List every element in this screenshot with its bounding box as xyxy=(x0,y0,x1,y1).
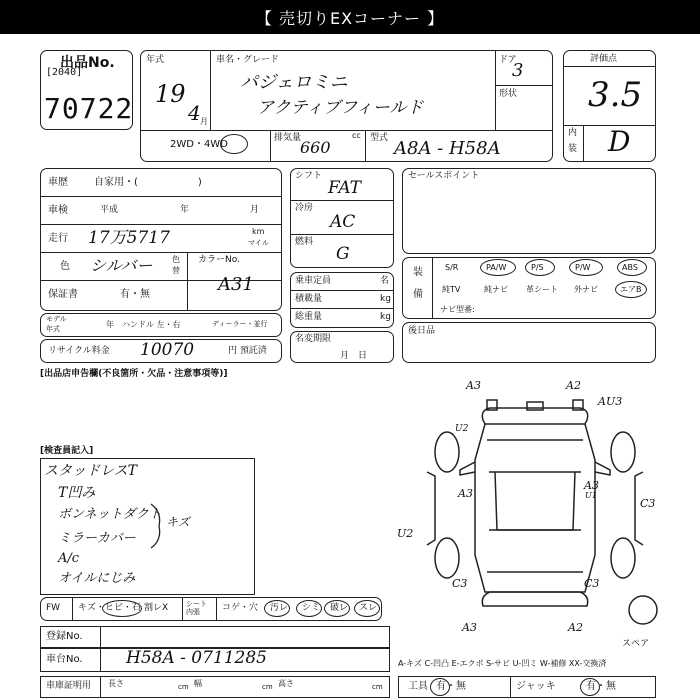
aftermarket-box xyxy=(402,322,656,363)
chassis-value: H58A - 0711285 xyxy=(126,648,267,668)
inspector-line-1: スタッドレスT xyxy=(44,463,137,479)
inspector-header: [検査員記入] xyxy=(40,446,94,456)
page-banner: 【 売切りEXコーナー 】 xyxy=(0,0,700,34)
year-value: 19 xyxy=(155,80,186,108)
equipment-label-1: 装 xyxy=(413,267,423,278)
model-label: 型式 xyxy=(370,133,389,143)
equip-sr: S/R xyxy=(445,263,459,272)
color-label: 色 xyxy=(60,261,70,272)
inspection-era: 平成 xyxy=(100,205,119,215)
capacity-unit: 名 xyxy=(380,276,390,286)
car-name-line2: アクティブフィールド xyxy=(257,98,424,118)
equip-pw-circle xyxy=(569,259,603,276)
tools-yes-circle xyxy=(430,678,450,696)
fw-dirt-circle xyxy=(264,600,290,617)
inspector-line-6: オイルにじみ xyxy=(58,571,136,586)
ac-value: AC xyxy=(330,212,356,232)
damage-right-panel: C3 xyxy=(640,497,656,510)
displacement-unit: cc xyxy=(352,131,361,140)
fw-item2-3: シミ xyxy=(302,603,321,613)
damage-left-upper: U2 xyxy=(455,424,469,434)
fuel-value: G xyxy=(336,244,350,264)
fw-item-1: キズ・ヒビ・石 xyxy=(78,603,141,613)
model-year-dealer: ディーラー・並行 xyxy=(212,320,268,328)
color-swap-label1: 色 xyxy=(172,255,180,264)
sales-point-label: セールスポイント xyxy=(408,171,480,181)
year-month: 4 xyxy=(188,101,201,125)
fw-item2-1: コゲ・穴 xyxy=(222,603,259,613)
warranty-label: 保証書 xyxy=(48,289,78,300)
doors-value: 3 xyxy=(512,60,524,81)
interior-value: D xyxy=(608,125,631,158)
fw-seat: シート 内張 xyxy=(186,600,207,616)
equip-tv: 純TV xyxy=(442,285,461,294)
recycle-label: リサイクル料金 xyxy=(48,346,110,356)
damage-top-right: A2 xyxy=(566,379,581,392)
fw-item-2: 割レX xyxy=(144,603,169,613)
equip-ps-circle xyxy=(525,259,555,276)
fw-scuff-circle xyxy=(354,600,380,617)
inspector-bracket xyxy=(148,502,164,550)
recycle-value: 10070 xyxy=(140,340,195,360)
inspector-bracket-note: キズ xyxy=(166,515,190,529)
jack-value: 有・無 xyxy=(586,681,616,692)
fw-item2-4: 破レ xyxy=(330,603,349,613)
mileage-value: 17万5717 xyxy=(88,228,170,248)
damage-bottom-right: A2 xyxy=(568,621,583,634)
displacement-value: 660 xyxy=(300,138,331,157)
lot-number: 70722 xyxy=(44,92,134,125)
history-value: 自家用・( ) xyxy=(94,177,202,188)
equip-paw-circle xyxy=(480,259,516,276)
history-label: 車歴 xyxy=(48,177,68,188)
capacity-label: 乗車定員 xyxy=(295,276,332,286)
drive-4wd-circle xyxy=(220,134,248,154)
damage-right-top: AU3 xyxy=(598,395,623,408)
equip-airbag: エアB xyxy=(620,285,642,294)
fw-label: FW xyxy=(46,603,61,613)
reg-deadline-unit: 月 日 xyxy=(340,351,368,361)
registration-box xyxy=(40,626,390,648)
fuel-label: 燃料 xyxy=(295,237,314,247)
shift-value: FAT xyxy=(328,178,362,198)
score-label: 評価点 xyxy=(590,54,618,64)
damage-legend: A-キズ C-凹凸 E-エクボ S-サビ U-凹ミ W-補修 XX-交換済 xyxy=(398,659,607,668)
fw-stain-circle xyxy=(296,600,322,617)
inspection-month-unit: 月 xyxy=(250,205,260,215)
color-value: シルバー xyxy=(90,256,153,275)
lot-tag: [2040] xyxy=(46,67,83,78)
model-year-label1: モデル xyxy=(46,315,67,323)
jack-label: ジャッキ xyxy=(516,681,556,692)
inspector-line-2: T凹み xyxy=(58,485,96,501)
body-shape-label: 形状 xyxy=(499,89,518,99)
inspector-line-3: ボンネットダクト xyxy=(58,507,162,522)
notes-header: [出品店申告欄(不良箇所・欠品・注意事項等)] xyxy=(40,369,228,379)
shift-label: シフト xyxy=(295,171,323,181)
inspection-year-unit: 年 xyxy=(180,205,190,215)
year-label: 年式 xyxy=(146,55,165,65)
weight-label: 総重量 xyxy=(295,312,323,322)
equip-abs-circle xyxy=(617,259,647,276)
inspector-line-5: A/c xyxy=(58,551,80,566)
interior-label1: 内 xyxy=(568,128,578,138)
recycle-unit: 円 預託済 xyxy=(228,346,267,356)
equipment-label-2: 備 xyxy=(413,289,423,300)
equip-airbag-circle xyxy=(615,281,647,298)
ac-label: 冷房 xyxy=(295,203,314,213)
equip-abs: ABS xyxy=(622,263,638,272)
damage-roof: A3 xyxy=(458,487,473,500)
damage-left-side: U2 xyxy=(397,527,414,540)
fw-item-circle xyxy=(102,600,142,617)
inspection-label: 車検 xyxy=(48,205,68,216)
equip-ps: P/S xyxy=(531,263,544,272)
drive-label: 2WD・4WD xyxy=(170,139,228,150)
displacement-label: 排気量 xyxy=(274,133,302,143)
mileage-unit-mile: マイル xyxy=(248,239,269,247)
model-year-unit: 年 xyxy=(106,320,114,329)
equip-navi-model: ナビ型番: xyxy=(440,305,475,314)
damage-rear-left: C3 xyxy=(452,577,468,590)
certificate-length: 長さ xyxy=(108,679,124,688)
fw-item2-2: 汚レ xyxy=(270,603,289,613)
fw-item2-5: スレ xyxy=(359,603,378,613)
damage-bottom-left: A3 xyxy=(462,621,477,634)
registration-label: 登録No. xyxy=(46,631,83,642)
score-value: 3.5 xyxy=(588,75,643,115)
model-year-label2: 年式 xyxy=(46,325,60,333)
car-name-line1: パジェロミニ xyxy=(240,72,348,93)
equip-navi: 純ナビ xyxy=(484,285,508,294)
fw-tear-circle xyxy=(324,600,350,617)
equip-pw: P/W xyxy=(575,263,591,272)
chassis-label: 車台No. xyxy=(46,654,83,665)
damage-right-small: U1 xyxy=(585,491,597,500)
certificate-height-unit: cm xyxy=(372,683,383,691)
tools-label: 工具 xyxy=(408,681,428,692)
model-value: A8A - H58A xyxy=(394,138,501,159)
mileage-label: 走行 xyxy=(48,233,68,244)
certificate-box xyxy=(40,676,390,698)
equip-paw: PA/W xyxy=(486,263,507,272)
certificate-label: 車庫証明用 xyxy=(46,681,92,691)
damage-top-left: A3 xyxy=(466,379,481,392)
lot-label: 出品No. xyxy=(60,55,115,71)
load-label: 積載量 xyxy=(295,294,323,304)
jack-yes-circle xyxy=(580,678,600,696)
car-name-label: 車名・グレード xyxy=(216,55,280,65)
mileage-unit-km: km xyxy=(252,227,265,236)
equip-ext-navi: 外ナビ xyxy=(574,285,598,294)
color-no-label: カラーNo. xyxy=(198,255,240,265)
doors-label: ドア xyxy=(499,55,517,65)
certificate-width: 幅 xyxy=(194,679,202,688)
certificate-width-unit: cm xyxy=(262,683,273,691)
color-no-value: A31 xyxy=(218,274,254,295)
damage-hood: A3 xyxy=(584,479,599,492)
year-month-unit: 月 xyxy=(200,117,208,126)
equip-leather: 革シート xyxy=(526,285,558,294)
certificate-length-unit: cm xyxy=(178,683,189,691)
model-year-handle: ハンドル 左・右 xyxy=(122,320,181,329)
certificate-height: 高さ xyxy=(278,679,294,688)
load-unit: kg xyxy=(380,294,391,304)
aftermarket-label: 後日品 xyxy=(408,326,436,336)
color-swap-label2: 替 xyxy=(172,266,180,275)
spare-label: スペア xyxy=(622,639,650,649)
reg-deadline-label: 名変期限 xyxy=(295,334,332,344)
inspector-line-4: ミラーカバー xyxy=(58,531,136,546)
interior-label2: 装 xyxy=(568,144,578,154)
car-damage-diagram xyxy=(415,380,670,640)
weight-unit: kg xyxy=(380,312,391,322)
tools-value: 有・無 xyxy=(436,681,466,692)
warranty-value: 有・無 xyxy=(120,289,150,300)
damage-rear-right: C3 xyxy=(584,577,600,590)
